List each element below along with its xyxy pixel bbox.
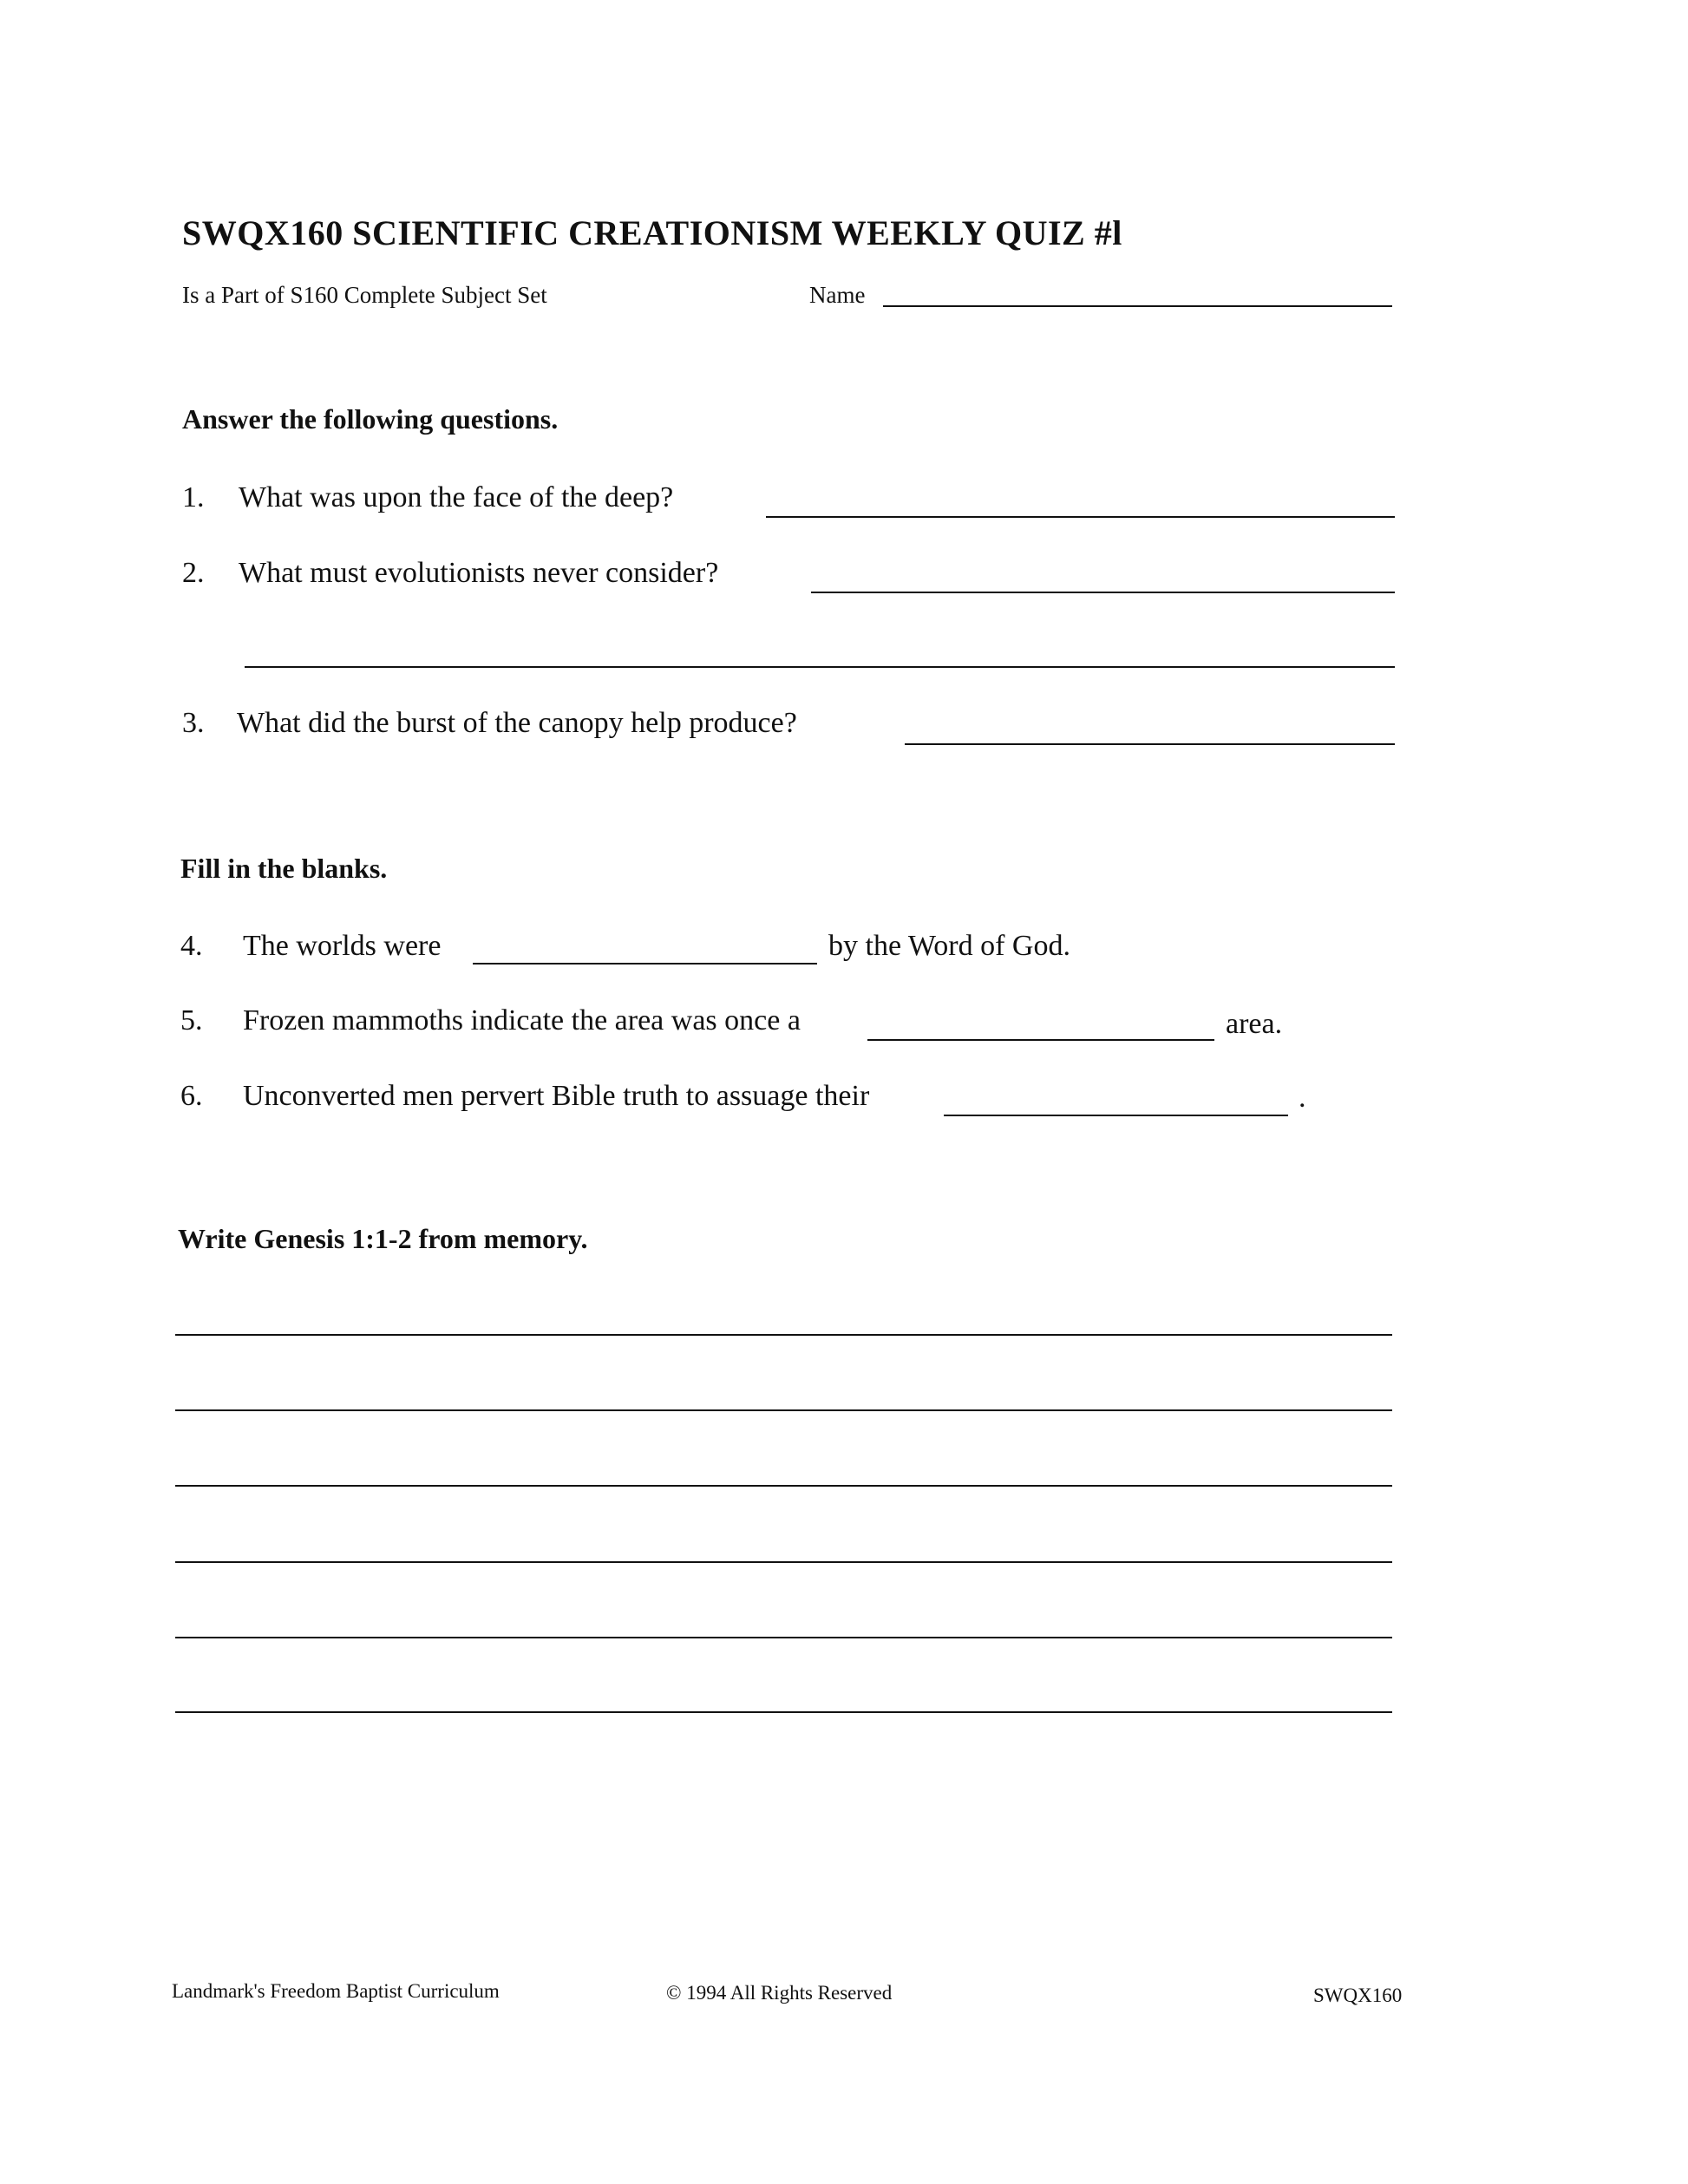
writing-line-6[interactable] (175, 1711, 1392, 1713)
name-blank[interactable] (883, 305, 1392, 307)
footer-copyright: © 1994 All Rights Reserved (666, 1982, 893, 2004)
answer-blank-3[interactable] (905, 743, 1395, 745)
question-number: 1. (182, 481, 205, 513)
question-number: 2. (182, 557, 205, 589)
item-number: 6. (180, 1080, 203, 1112)
footer-publisher: Landmark's Freedom Baptist Curriculum (172, 1980, 500, 2002)
question-text: What was upon the face of the deep? (239, 481, 674, 513)
fill-text-after: by the Word of God. (828, 930, 1070, 962)
fill-text-before: Unconverted men pervert Bible truth to assuage their (243, 1080, 870, 1112)
footer-code: SWQX160 (1313, 1985, 1403, 2006)
fill-text-before: The worlds were (243, 930, 442, 962)
fill-blank-6[interactable] (944, 1115, 1288, 1116)
answer-blank-2b[interactable] (245, 666, 1395, 668)
writing-line-4[interactable] (175, 1561, 1392, 1563)
question-number: 3. (182, 707, 205, 739)
fill-text-after: . (1299, 1082, 1306, 1114)
writing-line-2[interactable] (175, 1409, 1392, 1411)
fill-text-before: Frozen mammoths indicate the area was once a (243, 1004, 801, 1036)
section-heading-questions: Answer the following questions. (182, 403, 559, 435)
section-heading-genesis: Write Genesis 1:1-2 from memory. (178, 1223, 588, 1254)
subject-set-note: Is a Part of S160 Complete Subject Set (182, 282, 547, 308)
fill-blank-5[interactable] (867, 1039, 1214, 1041)
fill-blank-4[interactable] (473, 963, 817, 964)
writing-line-3[interactable] (175, 1485, 1392, 1487)
question-text: What must evolutionists never consider? (239, 557, 719, 589)
writing-line-1[interactable] (175, 1334, 1392, 1336)
writing-line-5[interactable] (175, 1637, 1392, 1638)
question-text: What did the burst of the canopy help produce? (237, 707, 797, 739)
page-title: SWQX160 SCIENTIFIC CREATIONISM WEEKLY QUIZ #l (182, 213, 1122, 252)
answer-blank-2a[interactable] (811, 592, 1395, 593)
item-number: 4. (180, 930, 203, 962)
name-label: Name (809, 282, 866, 308)
section-heading-fill-blanks: Fill in the blanks. (180, 853, 388, 884)
item-number: 5. (180, 1004, 203, 1036)
fill-text-after: area. (1226, 1008, 1283, 1040)
answer-blank-1[interactable] (766, 516, 1395, 518)
